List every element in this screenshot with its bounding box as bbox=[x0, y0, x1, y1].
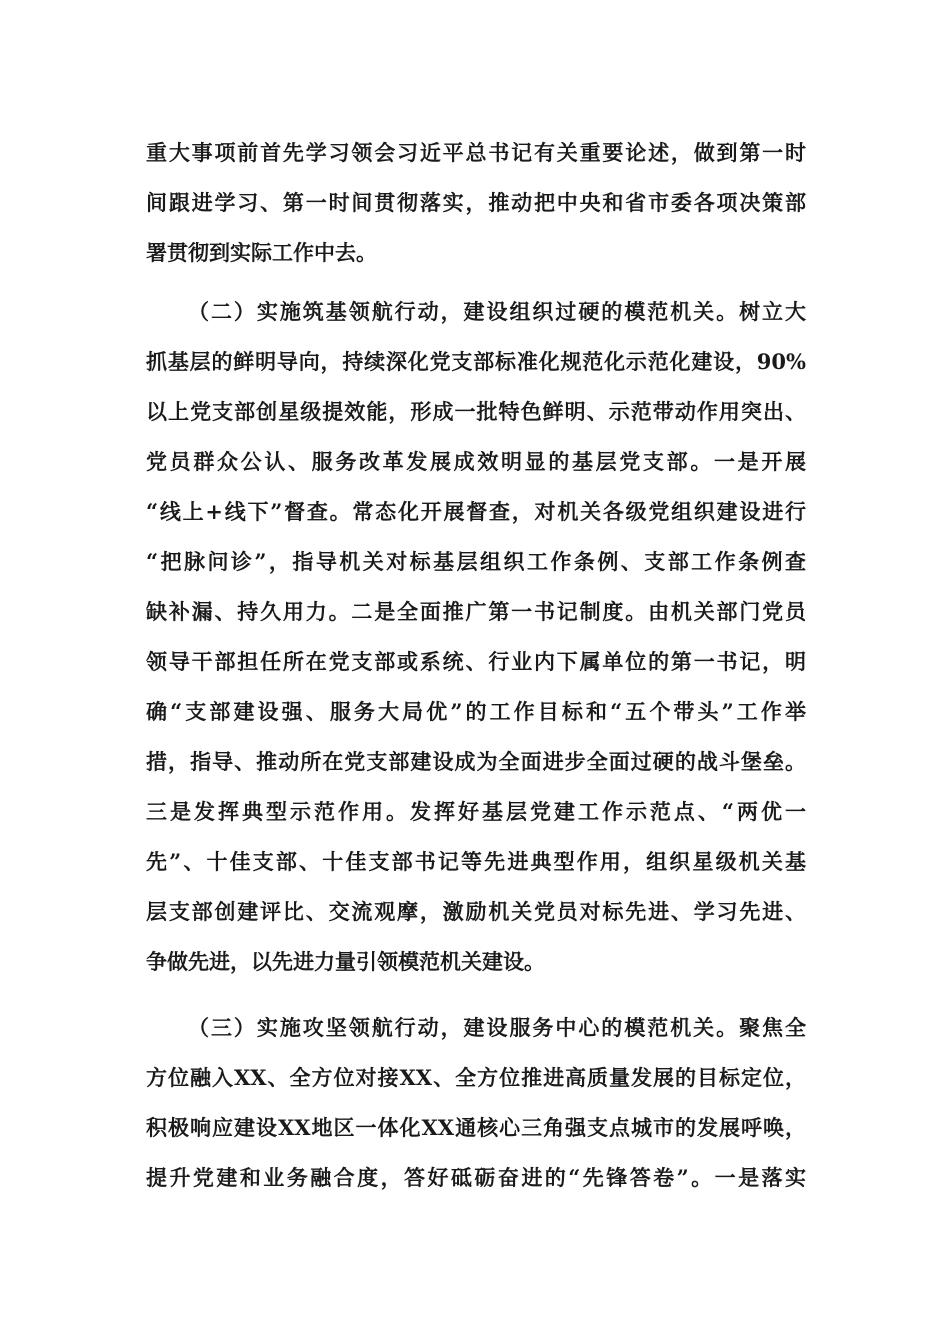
text-line: 以上党支部创星级提效能，形成一批特色鲜明、示范带动作用突出、 bbox=[146, 399, 806, 424]
text-line: 争做先进，以先进力量引领模范机关建设。 bbox=[146, 949, 545, 974]
text-line: 先”、十佳支部、十佳支部书记等先进典型作用，组织星级机关基 bbox=[146, 849, 806, 874]
text-line: “线上+线下”督查。常态化开展督查，对机关各级党组织建设进行 bbox=[146, 499, 806, 524]
text-line: 提升党建和业务融合度，答好砥砺奋进的“先锋答卷”。一是落实 bbox=[146, 1165, 806, 1190]
text-line: 抓基层的鲜明导向，持续深化党支部标准化规范化示范化建设，90% bbox=[146, 349, 806, 374]
text-line: 措，指导、推动所在党支部建设成为全面进步全面过硬的战斗堡垒。 bbox=[146, 749, 806, 774]
text-line: 间跟进学习、第一时间贯彻落实，推动把中央和省市委各项决策部 bbox=[146, 190, 806, 215]
text-line: 领导干部担任所在党支部或系统、行业内下属单位的第一书记，明 bbox=[146, 649, 806, 674]
text-line: 积极响应建设XX地区一体化XX通核心三角强支点城市的发展呼唤， bbox=[146, 1115, 806, 1140]
text-line: 三是发挥典型示范作用。发挥好基层党建工作示范点、“两优一 bbox=[146, 799, 806, 824]
text-line: 党员群众公认、服务改革发展成效明显的基层党支部。一是开展 bbox=[146, 449, 806, 474]
text-line: 缺补漏、持久用力。二是全面推广第一书记制度。由机关部门党员 bbox=[146, 599, 806, 624]
paragraph-3 bbox=[146, 1003, 806, 1203]
text-line: 署贯彻到实际工作中去。 bbox=[146, 240, 377, 265]
text-line: 确“支部建设强、服务大局优”的工作目标和“五个带头”工作举 bbox=[146, 699, 806, 724]
text-line: （三）实施攻坚领航行动，建设服务中心的模范机关。聚焦全 bbox=[188, 1015, 806, 1040]
text-line: 重大事项前首先学习领会习近平总书记有关重要论述，做到第一时 bbox=[146, 140, 806, 165]
text-line: 层支部创建评比、交流观摩，激励机关党员对标先进、学习先进、 bbox=[146, 899, 806, 924]
paragraph-2 bbox=[146, 287, 806, 987]
paragraph-1 bbox=[146, 128, 806, 278]
text-line: 方位融入XX、全方位对接XX、全方位推进高质量发展的目标定位， bbox=[146, 1065, 806, 1090]
text-line: “把脉问诊”，指导机关对标基层组织工作条例、支部工作条例查 bbox=[146, 549, 806, 574]
text-line: （二）实施筑基领航行动，建设组织过硬的模范机关。树立大 bbox=[188, 299, 806, 324]
